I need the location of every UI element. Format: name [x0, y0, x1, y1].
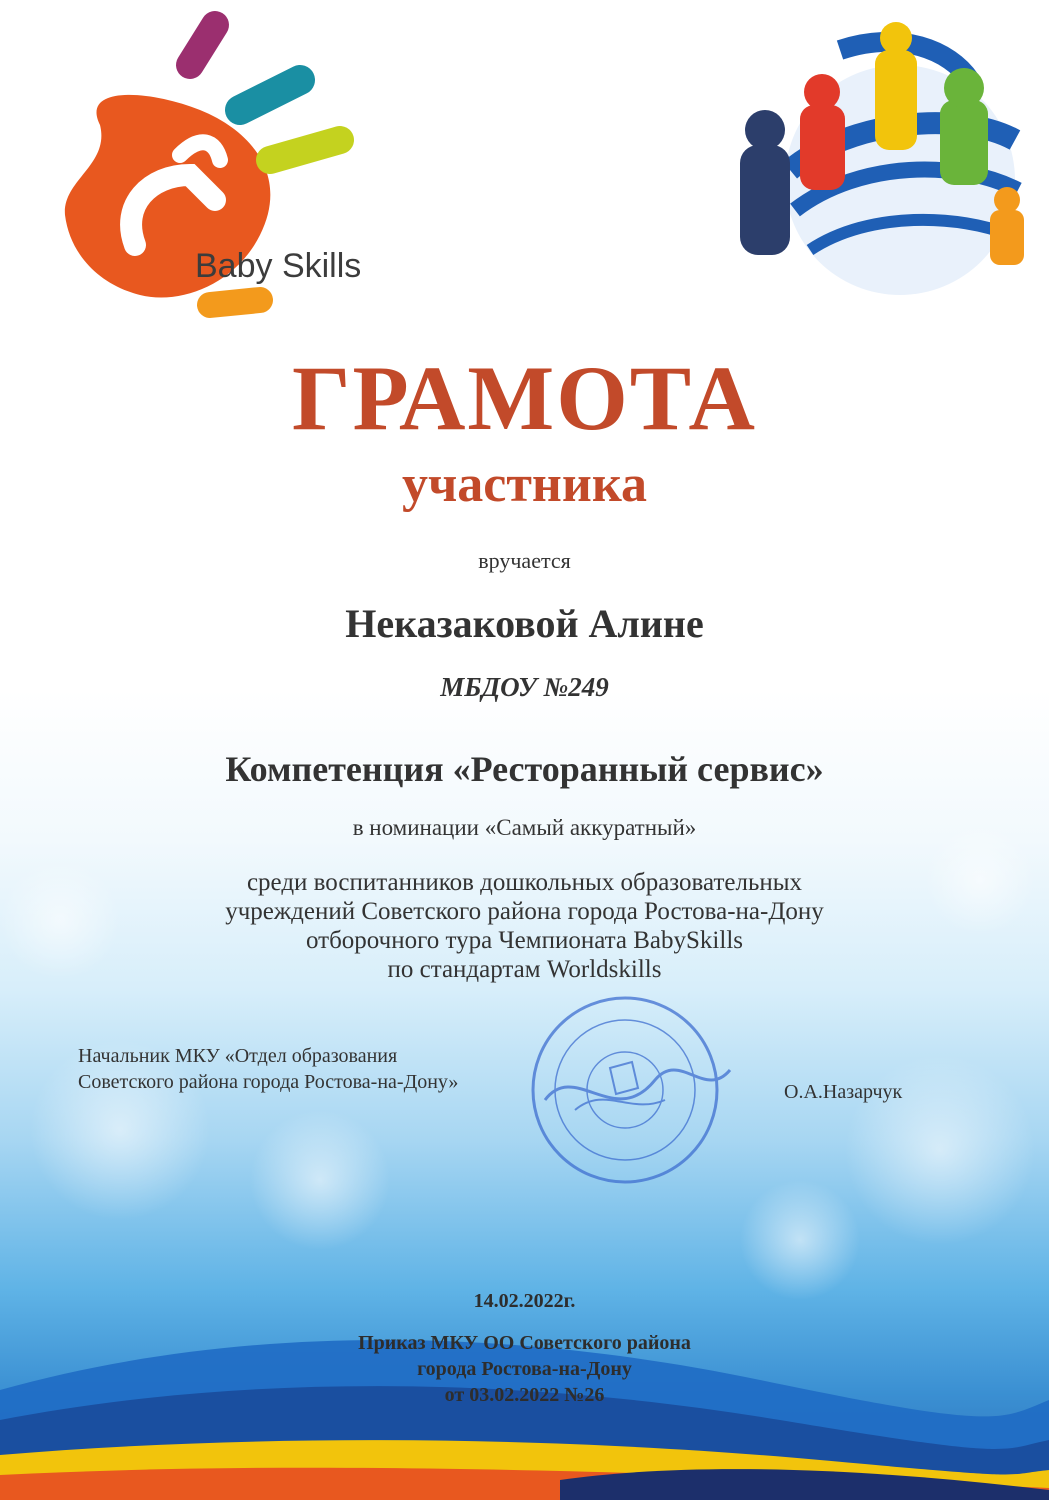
professions-globe-icon [700, 10, 1030, 300]
description-line: по стандартам Worldskills [387, 956, 662, 983]
signatory-position [78, 1043, 458, 1095]
official-stamp [505, 990, 745, 1190]
presented-label: вручается [478, 548, 571, 573]
description-line: учреждений Советского района города Ростова-на-Дону [225, 898, 824, 925]
recipient-name: Неказаковой Алине [345, 601, 704, 646]
order-line: от 03.02.2022 №26 [444, 1384, 605, 1406]
order-line: Приказ МКУ ОО Советского района [358, 1332, 691, 1354]
logo-text: Baby Skills [195, 247, 362, 285]
order-reference [0, 1330, 1049, 1408]
issue-date: 14.02.2022г. [473, 1290, 576, 1312]
nomination-text: в номинации «Самый аккуратный» [352, 815, 697, 840]
description-line: отборочного тура Чемпионата BabySkills [305, 927, 743, 954]
description-line: среди воспитанников дошкольных образовательных [246, 869, 803, 896]
position-line: Советского района города Ростова-на-Дону» [78, 1071, 459, 1093]
signatory-name: О.А.Назарчук [784, 1081, 903, 1103]
recipient-organization: МБДОУ №249 [440, 672, 609, 702]
order-line: города Ростова-на-Дону [417, 1358, 632, 1380]
certificate-subtitle: участника [401, 456, 648, 513]
position-line: Начальник МКУ «Отдел образования [78, 1045, 398, 1067]
competence-title: Компетенция «Ресторанный сервис» [225, 749, 824, 789]
description-block [0, 868, 1049, 984]
certificate-title: ГРАМОТА [291, 347, 757, 449]
